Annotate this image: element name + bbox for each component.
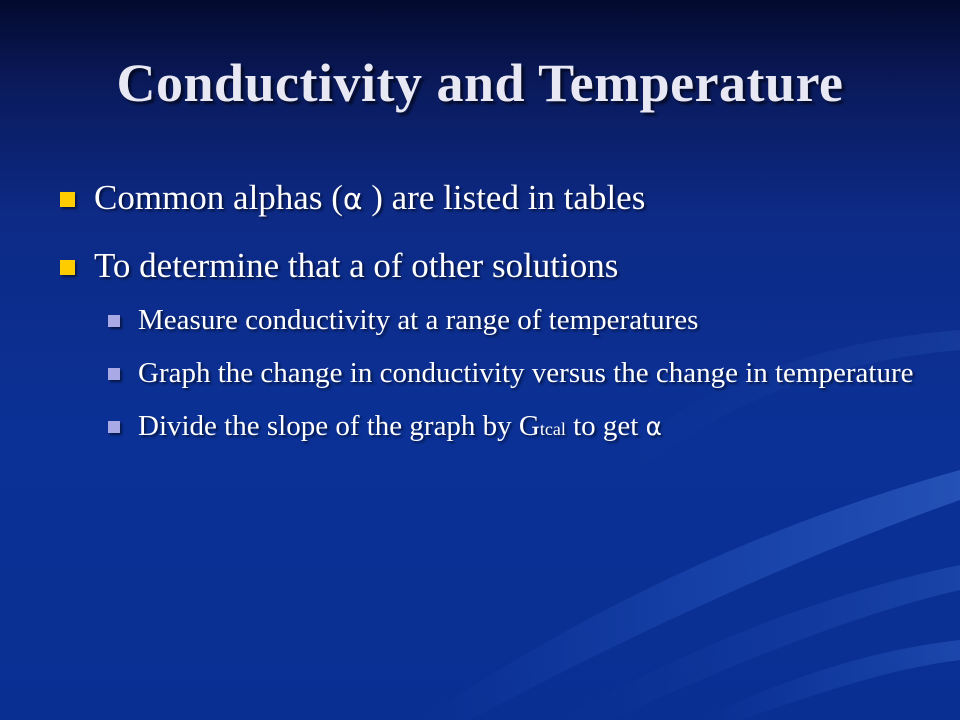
sub-bullet-item — [60, 410, 920, 446]
bullet-item — [60, 176, 920, 222]
sub-bullet-text: to get — [565, 410, 646, 442]
sub-bullet-item — [60, 357, 920, 390]
square-bullet-icon — [60, 192, 75, 207]
alpha-symbol: α — [645, 412, 662, 441]
square-bullet-icon — [108, 368, 120, 380]
bullet-text: Common alphas ( — [94, 178, 343, 217]
sub-bullet-text: Measure conductivity at a range of temperatures — [138, 304, 699, 336]
bullet-list — [60, 176, 920, 466]
bullet-text: ) are listed in tables — [362, 178, 646, 217]
bullet-item — [60, 244, 920, 288]
sub-bullet-item — [60, 304, 920, 337]
bullet-text: To determine that a of other solutions — [94, 246, 619, 285]
sub-bullet-text: Graph the change in conductivity versus the change in temperature — [138, 357, 914, 389]
square-bullet-icon — [108, 315, 120, 327]
square-bullet-icon — [108, 421, 120, 433]
square-bullet-icon — [60, 260, 75, 275]
subscript-text: tcal — [539, 419, 566, 439]
sub-bullet-text: Divide the slope of the graph by G — [138, 410, 540, 442]
slide-title: Conductivity and Temperature — [116, 53, 844, 113]
alpha-symbol: α — [342, 182, 363, 217]
